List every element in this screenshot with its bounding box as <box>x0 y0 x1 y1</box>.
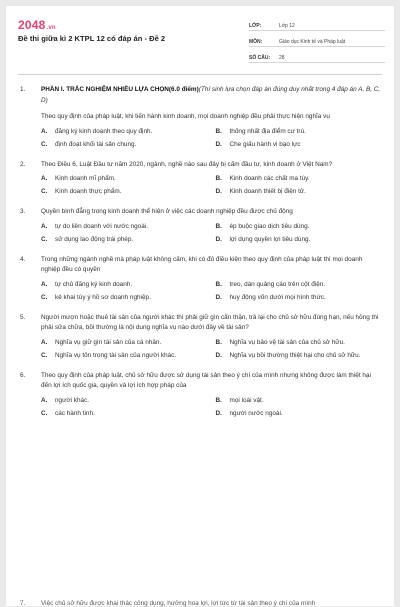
question-number: 5. <box>20 313 26 321</box>
option-letter: B. <box>215 222 222 230</box>
option-letter: D. <box>215 351 222 359</box>
option-text: tự chủ đăng ký kinh doanh. <box>55 280 133 288</box>
question-text: Người mượn hoặc thuê tài sản của người khác thì phải giữ gìn cẩn thận, trả lại cho chủ sở hữu đúng hạn, nếu hỏng thì phải sửa chữa, bồi thường là nội dung nghĩa vụ nào dưới đây về tài sản? <box>41 313 379 331</box>
option-text: Kinh doanh thực phẩm. <box>55 188 122 196</box>
option-d[interactable] <box>216 234 383 247</box>
question-text: Trong những ngành nghề mà pháp luật không cấm, khi có đủ điều kiện theo quy định của pháp luật thì mọi doanh nghiệp đều có quyền <box>41 255 363 273</box>
option-text: định đoạt khối tài sản chung. <box>55 140 137 148</box>
options-grid <box>41 337 382 363</box>
option-text: kê khai tùy ý hồ sơ doanh nghiệp. <box>55 293 151 301</box>
option-c[interactable] <box>41 186 208 199</box>
question-text: Theo quy định của pháp luật, khi tiến hành kinh doanh, mọi doanh nghiệp đều phải thực hiện nghĩa vụ <box>41 113 330 120</box>
option-letter: B. <box>215 175 222 183</box>
option-a[interactable] <box>41 395 208 408</box>
question-text: Quyền bình đẳng trong kinh doanh thể hiện ở việc các doanh nghiệp đều được chủ động <box>41 208 293 215</box>
option-c[interactable] <box>41 350 208 363</box>
option-letter: C. <box>41 188 48 196</box>
question-text: Theo Điều 6, Luật Đầu tư năm 2020, ngành, nghề nào sau đây bị cấm đầu tư, kinh doanh ở Việt Nam? <box>41 160 333 168</box>
option-letter: A. <box>41 338 48 346</box>
option-b[interactable] <box>216 221 383 234</box>
question-body <box>41 371 382 421</box>
options-grid <box>41 126 382 152</box>
question-text: Theo quy định của pháp luật, chủ sở hữu được sử dụng tài sản theo ý chí của mình nhưng không được làm thiệt hại đến lợi ích quốc gia, quyền và lợi ích hợp pháp của <box>41 371 371 389</box>
option-text: Nghĩa vụ giữ gìn tài sản của cá nhân. <box>55 338 162 346</box>
exam-meta <box>249 15 385 63</box>
logo-suffix: .vn <box>46 25 56 31</box>
option-text: Kinh doanh thiết bị điện tử. <box>229 188 306 196</box>
question-body <box>41 207 382 247</box>
logo-main: 2048 <box>18 18 46 32</box>
question-body <box>41 313 382 363</box>
page-header <box>6 6 394 61</box>
option-letter: A. <box>41 396 48 404</box>
option-letter: D. <box>215 409 222 417</box>
question-number: 7. <box>20 600 26 607</box>
option-a[interactable] <box>41 337 208 350</box>
options-grid <box>41 279 382 305</box>
question-2 <box>20 160 382 200</box>
meta-count <box>249 47 385 63</box>
option-text: Nghĩa vụ bồi thường thiệt hại cho chủ sở hữu. <box>229 351 361 359</box>
meta-subject-value: Giáo dục Kinh tế và Pháp luật <box>279 39 346 45</box>
option-text: huy động vốn dưới mọi hình thức. <box>229 293 326 301</box>
option-text: thống nhất địa điểm cư trú. <box>229 127 306 135</box>
option-letter: A. <box>41 222 48 230</box>
option-letter: A. <box>41 280 48 288</box>
option-text: tự do liên doanh với nước ngoài. <box>55 222 148 230</box>
options-grid <box>41 395 382 421</box>
option-letter: D. <box>215 235 222 243</box>
option-a[interactable] <box>41 221 208 234</box>
question-4 <box>20 255 382 305</box>
section-body <box>41 85 382 152</box>
option-c[interactable] <box>41 139 208 152</box>
question-body <box>41 160 382 200</box>
option-letter: C. <box>41 140 48 148</box>
option-a[interactable] <box>41 173 208 186</box>
option-c[interactable] <box>41 408 208 421</box>
question-number: 6. <box>20 371 26 379</box>
question-7-cutoff <box>20 600 382 607</box>
options-grid <box>41 173 382 199</box>
option-letter: B. <box>215 280 222 288</box>
option-text: Nghĩa vụ bảo vệ tài sản của chủ sở hữu. <box>229 338 345 346</box>
option-text: sử dụng lao động trái phép. <box>55 235 134 243</box>
question-number: 2. <box>20 160 26 168</box>
option-text: các hành tinh. <box>55 409 95 417</box>
question-5 <box>20 313 382 363</box>
option-d[interactable] <box>216 186 383 199</box>
option-b[interactable] <box>216 337 383 350</box>
option-letter: D. <box>215 293 222 301</box>
option-text: người khác. <box>55 396 90 404</box>
exam-page <box>6 6 394 606</box>
option-d[interactable] <box>216 139 383 152</box>
site-logo[interactable] <box>18 18 56 32</box>
option-letter: D. <box>215 188 222 196</box>
option-text: đăng ký kinh doanh theo quy định. <box>55 127 153 135</box>
option-text: Kinh doanh mĩ phẩm. <box>55 175 116 183</box>
meta-class-value: Lớp 12 <box>279 23 295 29</box>
exam-title: Đề thi giữa kì 2 KTPL 12 có đáp án - Đề 2 <box>18 34 166 43</box>
option-text: lợi dụng quyền lợi tiêu dùng. <box>229 235 311 243</box>
question-body <box>41 255 382 305</box>
meta-subject-label: MÔN: <box>249 39 263 45</box>
option-b[interactable] <box>216 126 383 139</box>
meta-count-value: 28 <box>279 55 285 61</box>
options-grid <box>41 221 382 247</box>
option-a[interactable] <box>41 126 208 139</box>
section-note: (Thí sinh lựa chọn đáp án đúng duy nhất trong 4 đáp án A, B, C, D) <box>41 86 381 104</box>
meta-class <box>249 15 385 31</box>
question-number: 1. <box>20 86 26 93</box>
meta-subject <box>249 31 385 47</box>
option-d[interactable] <box>216 408 383 421</box>
option-c[interactable] <box>41 292 208 305</box>
question-text: Việc chủ sở hữu được khai thác công dụng, hưởng hoa lợi, lợi tức từ tài sản theo ý chí của mình <box>41 600 316 607</box>
option-b[interactable] <box>216 173 383 186</box>
option-text: Che giấu hành vi bạo lực <box>229 140 301 148</box>
option-a[interactable] <box>41 279 208 292</box>
option-text: mọi loài vật. <box>229 396 264 404</box>
option-text: ép buộc giao dịch tiêu dùng. <box>229 222 310 230</box>
option-letter: A. <box>41 127 48 135</box>
option-letter: B. <box>215 338 222 346</box>
section-heading-block <box>20 85 382 152</box>
question-6 <box>20 371 382 421</box>
question-3 <box>20 207 382 247</box>
option-text: treo, dán quảng cáo trên cột điện. <box>229 280 326 288</box>
header-divider <box>18 74 382 75</box>
option-text: Nghĩa vụ tôn trọng tài sản của người khác. <box>55 351 177 359</box>
option-letter: D. <box>215 140 222 148</box>
option-letter: C. <box>41 235 48 243</box>
meta-class-label: LỚP: <box>249 23 262 29</box>
option-letter: C. <box>41 351 48 359</box>
option-letter: B. <box>215 396 222 404</box>
option-d[interactable] <box>216 350 383 363</box>
section-heading: PHẦN I. TRẮC NGHIỆM NHIỀU LỰA CHỌN(6.0 điểm) <box>41 86 199 93</box>
option-letter: C. <box>41 293 48 301</box>
option-text: Kinh doanh các chất ma túy. <box>229 175 310 183</box>
option-b[interactable] <box>216 395 383 408</box>
option-letter: B. <box>215 127 222 135</box>
option-d[interactable] <box>216 292 383 305</box>
option-text: người nước ngoài. <box>229 409 283 417</box>
question-number: 3. <box>20 208 26 215</box>
option-letter: C. <box>41 409 48 417</box>
option-letter: A. <box>41 175 48 183</box>
meta-count-label: SỐ CÂU: <box>249 55 271 61</box>
question-number: 4. <box>20 255 26 263</box>
option-c[interactable] <box>41 234 208 247</box>
exam-content <box>20 85 382 421</box>
option-b[interactable] <box>216 279 383 292</box>
